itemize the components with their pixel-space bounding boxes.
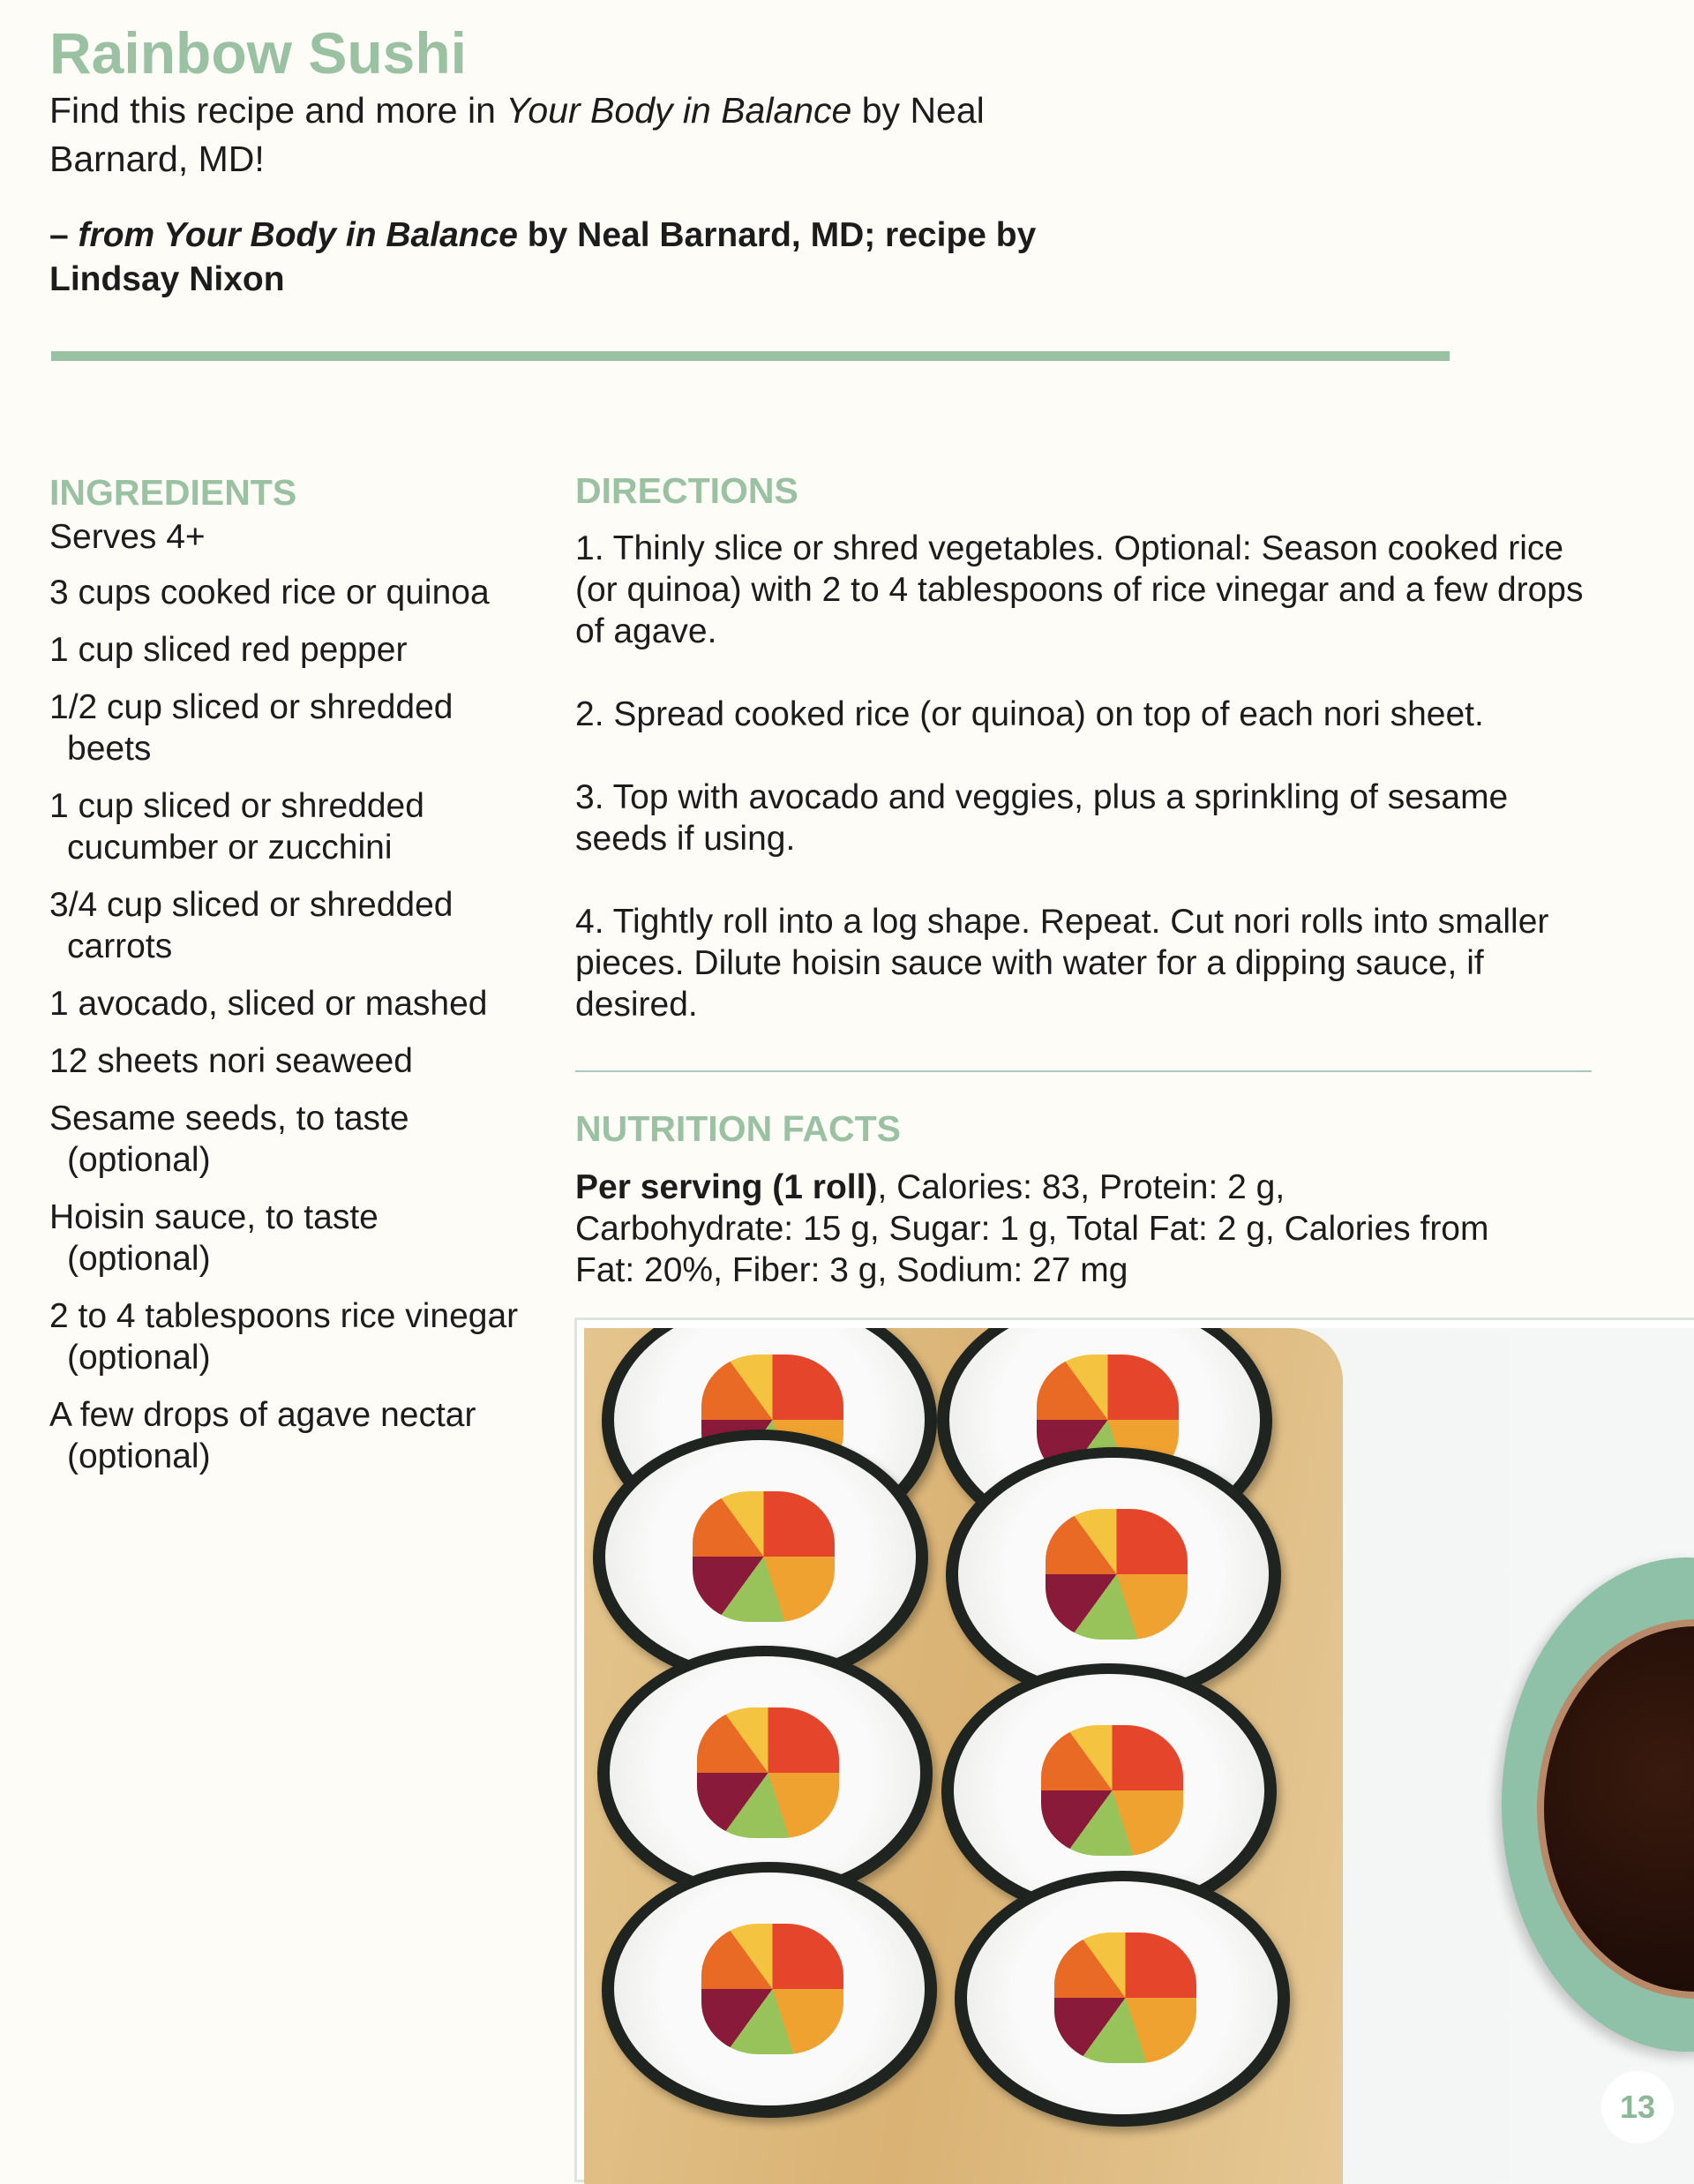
intro-pre: Find this recipe and more in: [49, 90, 506, 131]
ingredient-item: 2 to 4 tablespoons rice vinegar (optional): [49, 1297, 519, 1377]
dipping-sauce-bowl: [1502, 1557, 1694, 2052]
ingredient-item: 3/4 cup sliced or shredded carrots: [49, 886, 453, 965]
direction-step: 4. Tightly roll into a log shape. Repeat. Cut nori rolls into smaller pieces. Dilute hoisin sauce with water for a dipping sauce, if desired.: [575, 903, 1549, 1024]
ingredient-item: 1 cup sliced or shredded cucumber or zucchini: [49, 787, 424, 867]
attribution-from: from: [78, 216, 164, 254]
header-divider: [51, 351, 1450, 361]
ingredient-item: Hoisin sauce, to taste (optional): [49, 1198, 379, 1278]
direction-step: 2. Spread cooked rice (or quinoa) on top of each nori sheet.: [575, 695, 1484, 733]
ingredient-item: 3 cups cooked rice or quinoa: [49, 574, 490, 612]
sushi-roll: [602, 1862, 937, 2118]
ingredient-item: Sesame seeds, to taste (optional): [49, 1100, 409, 1179]
nutrition-values: , Calories: 83, Protein: 2 g, Carbohydrate: 15 g, Sugar: 1 g, Total Fat: 2 g, Calories from Fat: 20%, Fiber: 3 g, Sodium: 27 mg: [575, 1168, 1489, 1289]
ingredient-item: A few drops of agave nectar (optional): [49, 1396, 476, 1475]
ingredient-item: 12 sheets nori seaweed: [49, 1042, 413, 1080]
ingredient-item: 1 cup sliced red pepper: [49, 631, 408, 669]
book-title: Your Body in Balance: [506, 90, 852, 131]
intro-text: [49, 86, 1055, 184]
attribution-author: by Neal Barnard, MD; recipe by Lindsay Nixon: [49, 216, 1037, 298]
ingredient-item: 1/2 cup sliced or shredded beets: [49, 688, 453, 768]
serving-label: Per serving (1 roll): [575, 1168, 878, 1206]
ingredient-item: 1 avocado, sliced or mashed: [49, 985, 488, 1023]
servings: Serves 4+: [49, 518, 206, 556]
sushi-photo: [584, 1328, 1694, 2184]
attribution-book: Your Body in Balance: [163, 216, 518, 254]
sushi-roll: [955, 1871, 1290, 2127]
nutrition-heading: NUTRITION FACTS: [575, 1108, 901, 1149]
attribution-dash: –: [49, 216, 79, 254]
direction-step: 3. Top with avocado and veggies, plus a sprinkling of sesame seeds if using.: [575, 778, 1509, 858]
attribution: [49, 214, 1055, 302]
ingredients-list: [49, 516, 526, 1493]
section-divider: [575, 1070, 1592, 1072]
ingredients-heading: INGREDIENTS: [49, 472, 297, 513]
direction-step: 1. Thinly slice or shred vegetables. Optional: Season cooked rice (or quinoa) with 2 to 4 tablespoons of rice vinegar and a few drops of agave.: [575, 529, 1584, 650]
nutrition-facts: [575, 1167, 1510, 1291]
intro-post: by Neal Barnard, MD!: [49, 90, 985, 179]
recipe-title: Rainbow Sushi: [49, 20, 468, 86]
directions-list: [575, 528, 1599, 1067]
page-number: 13: [1601, 2071, 1674, 2143]
directions-heading: DIRECTIONS: [575, 470, 798, 511]
